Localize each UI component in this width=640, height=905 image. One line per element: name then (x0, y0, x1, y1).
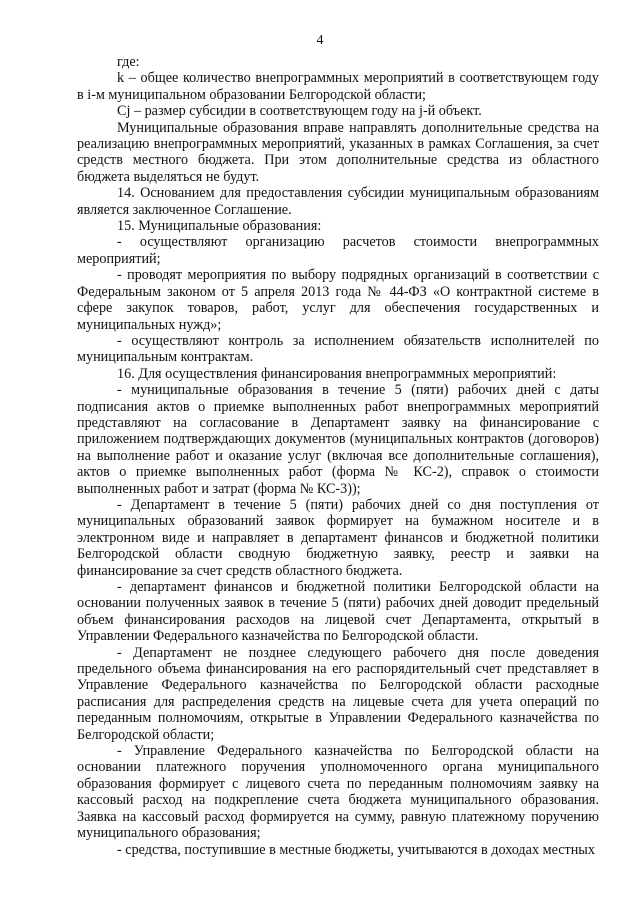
paragraph: - осуществляют контроль за исполнением обязательств исполнителей по муниципальным контрактам. (77, 332, 599, 366)
paragraph: 16. Для осуществления финансирования внепрограммных мероприятий: (117, 365, 557, 382)
paragraph: 15. Муниципальные образования: (117, 218, 322, 235)
paragraph: 14. Основанием для предоставления субсидии муниципальным образованиям является заключенное Соглашение. (77, 185, 599, 218)
paragraph: Cj – размер субсидии в соответствующем году на j-й объект. (117, 103, 482, 120)
paragraph: - осуществляют организацию расчетов стоимости внепрограммных мероприятий; (77, 234, 599, 267)
paragraph: - средства, поступившие в местные бюджеты, учитываются в доходах местных (117, 841, 595, 858)
body-text (77, 54, 599, 858)
paragraph: - Управление Федерального казначейства по Белгородской области на основании платежного поручения уполномоченного органа муниципального образования формирует с лицевого счета по переданным полномочиям заявку на кассовый расход на подкрепление счета бюджета муниципального образования. Заявка на кассовый расход формируется на сумму, равную платежному поручению муниципального образования; (77, 743, 599, 842)
paragraph: - Департамент в течение 5 (пяти) рабочих дней со дня поступления от муниципальных образований заявок формирует на бумажном носителе и в электронном виде и направляет в департамент финансов и бюджетной политики Белгородской области сводную бюджетную заявку, реестр и заявки на финансирование за счет средств областного бюджета. (77, 496, 599, 579)
paragraph: где: (117, 54, 140, 70)
paragraph: - муниципальные образования в течение 5 (пяти) рабочих дней с даты подписания актов о приемке выполненных работ внепрограммных мероприятий представляют на согласование в Департамент заявку на финансирование с приложением подтверждающих документов (муниципальных контрактов (договоров) на выполнение работ и оказание услуг (включая все дополнительные соглашения), актов о приемке выполненных работ (форма № КС-2), справок о стоимости выполненных работ и затрат (форма № КС-3)); (77, 382, 599, 497)
paragraph: - департамент финансов и бюджетной политики Белгородской области на основании полученных заявок в течение 5 (пяти) рабочих дней доводит предельный объем финансирования расходов на лицевой счет Департамента, открытый в Управлении Федерального казначейства по Белгородской области. (77, 579, 599, 645)
paragraph: - проводят мероприятия по выбору подрядных организаций в соответствии с Федеральным законом от 5 апреля 2013 года № 44-ФЗ «О контрактной системе в сфере закупок товаров, работ, услуг для обеспечения государственных и муниципальных нужд»; (77, 267, 599, 333)
page-number: 4 (316, 33, 324, 48)
paragraph: Муниципальные образования вправе направлять дополнительные средства на реализацию внепрограммных мероприятий, указанных в рамках Соглашения, за счет средств местного бюджета. При этом дополнительные средства из областного бюджета выделяться не будут. (77, 119, 599, 185)
paragraph: k – общее количество внепрограммных мероприятий в соответствующем году в i-м муниципальном образовании Белгородской области; (77, 70, 599, 103)
paragraph: - Департамент не позднее следующего рабочего дня после доведения предельного объема финансирования на его распорядительный счет представляет в Управление Федерального казначейства по Белгородской области расходные расписания для распределения средств на лицевые счета для учета операций по переданным полномочиям, открытые в Управлении Федерального казначейства по Белгородской области; (77, 644, 599, 743)
